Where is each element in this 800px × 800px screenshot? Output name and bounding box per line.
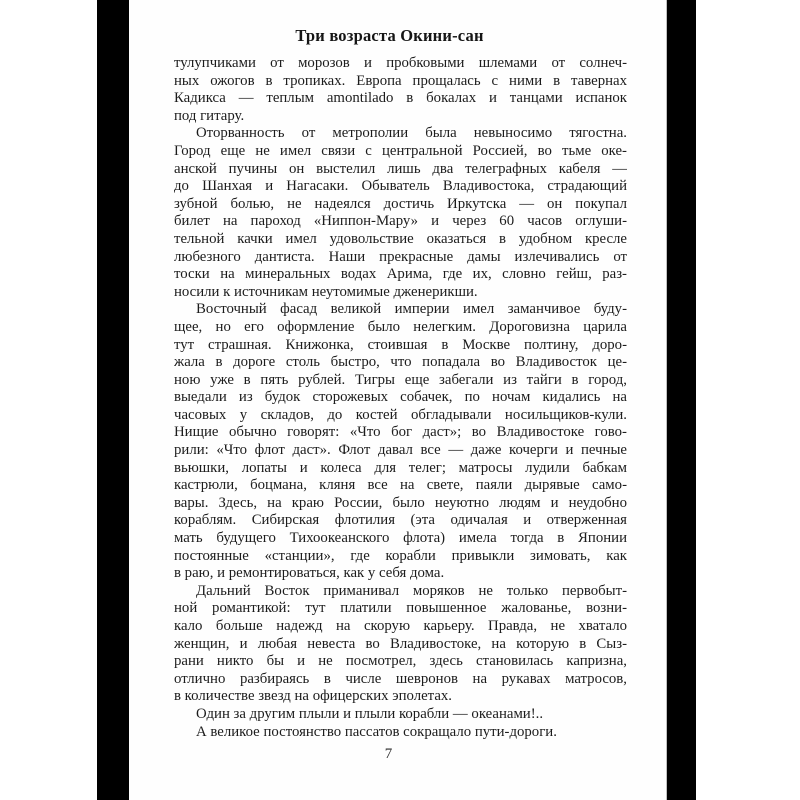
text-line: вары. Здесь, на краю России, было неуютно людям и неудобно bbox=[174, 494, 627, 511]
text-line: рани никто бы и не посмотрел, здесь становилась капризна, bbox=[174, 653, 627, 670]
text-line: ных ожогов в тропиках. Европа прощалась с ними в тавернах bbox=[174, 72, 627, 89]
text-line: тельной качки имел удовольствие оказаться в удобном кресле bbox=[174, 230, 627, 247]
text-line: тоски на минеральных водах Арима, где их, словно гейш, раз- bbox=[174, 266, 627, 283]
text-line: Кадикса — теплым amontilado в бокалах и танцами испанок bbox=[174, 90, 627, 107]
text-line: жала в дороге столь быстро, что попадала во Владивосток це- bbox=[174, 354, 627, 371]
text-line: анской пучины он выстелил лишь два телеграфных кабеля — bbox=[174, 160, 627, 177]
page-number: 7 bbox=[384, 746, 393, 762]
text-line: рили: «Что флот даст». Флот давал все — даже кочерги и печные bbox=[174, 442, 627, 459]
text-line: в раю, и ремонтироваться, как у себя дома. bbox=[174, 565, 445, 582]
text-line: любезного дантиста. Наши прекрасные дамы излечивались от bbox=[174, 248, 627, 265]
page-edge-band-left bbox=[97, 0, 131, 800]
text-line: тулупчиками от морозов и пробковыми шлемами от солнеч- bbox=[174, 55, 627, 71]
text-line: под гитару. bbox=[174, 107, 245, 124]
text-line: А великое постоянство пассатов сокращало пути-дороги. bbox=[196, 723, 557, 740]
text-line: Нищие обычно говорят: «Что бог даст»; во Владивостоке гово- bbox=[174, 424, 627, 441]
running-header: Три возраста Окини-сан bbox=[295, 26, 484, 45]
text-line: кораблям. Сибирская флотилия (эта одичалая и отверженная bbox=[174, 512, 627, 529]
text-line: постоянные «станции», где корабли привыкли зимовать, как bbox=[174, 547, 627, 564]
text-line: зубной болью, не надеялся достичь Иркутска — он покупал bbox=[174, 195, 627, 212]
text-line: Оторванность от метрополии была невыносимо тягостна. bbox=[196, 125, 627, 142]
text-line: тут страшная. Книжонка, стоившая в Москве полтину, доро- bbox=[174, 336, 627, 353]
text-line: ной романтикой: тут платили повышенное жалованье, возни- bbox=[174, 600, 627, 617]
text-line: Восточный фасад великой империи имел заманчивое буду- bbox=[196, 301, 627, 318]
text-line: кало больше надежд на скорую карьеру. Правда, не хватало bbox=[174, 618, 627, 634]
text-line: билет на пароход «Ниппон-Мару» и через 60 часов оглуши- bbox=[174, 213, 627, 230]
text-line: отлично разбираясь в числе шевронов на рукавах матросов, bbox=[174, 670, 627, 687]
text-line: в количестве звезд на офицерских эполетах. bbox=[174, 688, 452, 705]
text-line: кастрюли, боцмана, кляня все на свете, паяли дырявые само- bbox=[174, 477, 627, 494]
text-line: выедали из будок сторожевых собачек, по ночам кидались на bbox=[174, 389, 627, 406]
text-line: женщин, и любая невеста во Владивостоке, на которую в Сыз- bbox=[174, 635, 627, 652]
text-line: Дальний Восток приманивал моряков не только первобыт- bbox=[196, 582, 627, 599]
text-line: мать будущего Тихоокеанского флота) имела тогда в Японии bbox=[174, 530, 627, 547]
page-body bbox=[174, 55, 627, 741]
text-line: носили к источникам неутомимые дженерикши. bbox=[174, 283, 478, 300]
text-line: до Шанхая и Нагасаки. Обыватель Владивостока, страдающий bbox=[174, 178, 627, 195]
text-line: Город еще не имел связи с центральной Россией, во тьме оке- bbox=[174, 142, 627, 159]
text-line: часовых у складов, до костей обгладывали носильщиков-кули. bbox=[174, 406, 627, 423]
text-line: ною уже в пять рублей. Тигры еще забегали из тайги в город, bbox=[174, 371, 627, 388]
text-line: Один за другим плыли и плыли корабли — океанами!.. bbox=[196, 705, 544, 722]
text-line: щее, но его оформление было нелегким. Дороговизна царила bbox=[174, 318, 627, 335]
text-line: вьюшки, лопаты и колеса для телег; матросы лудили бабкам bbox=[174, 459, 627, 476]
page-edge-band-right bbox=[666, 0, 696, 800]
